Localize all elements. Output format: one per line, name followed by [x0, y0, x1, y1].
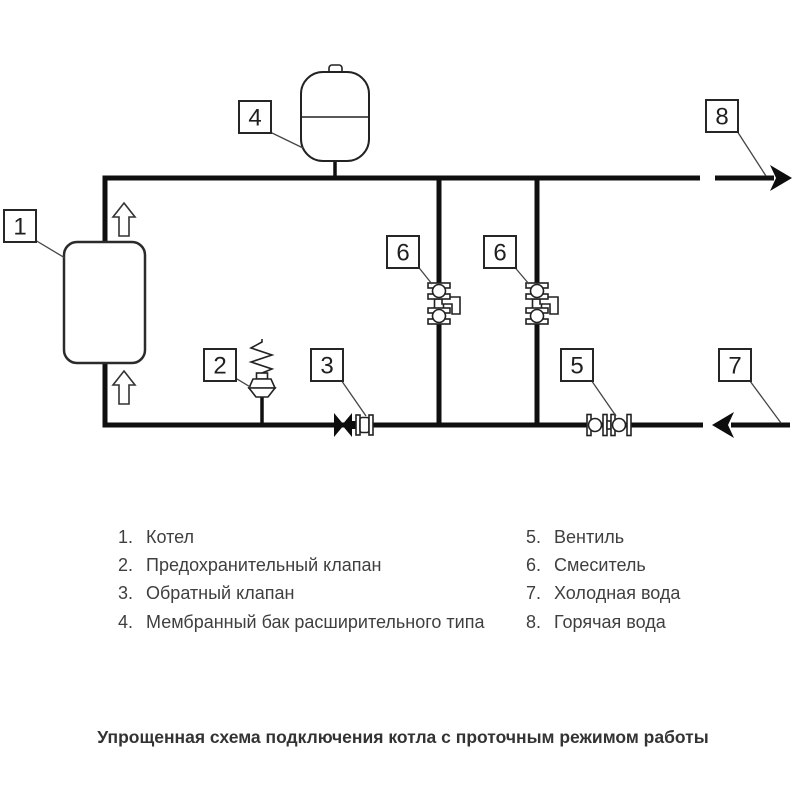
check-valve-symbol: [334, 413, 373, 437]
check-valve-flange: [369, 415, 373, 435]
callout-number: 6: [396, 239, 410, 267]
callout-number: 1: [13, 213, 27, 241]
leader-1: [35, 240, 65, 258]
legend-number: 4.: [118, 611, 134, 632]
legend-label: Обратный клапан: [146, 583, 295, 604]
mixer-union: [531, 310, 544, 323]
legend-item-1: [118, 523, 484, 551]
safety-valve-body-bottom: [249, 388, 275, 397]
legend-number: 5.: [526, 526, 542, 547]
shutoff-valve-symbol: [587, 415, 631, 436]
top-main-pipe: [105, 178, 700, 242]
pipes: [105, 160, 790, 425]
legend-number: 7.: [526, 583, 542, 604]
cold-water-inlet-arrow: [712, 412, 734, 438]
boiler-symbol: [64, 242, 145, 363]
legend-label: Горячая вода: [554, 611, 666, 632]
legend-number: 2.: [118, 555, 134, 576]
leader-5: [589, 377, 616, 416]
legend-item-3: [118, 580, 484, 608]
legend-column-right: [526, 523, 680, 637]
safety-valve-symbol: [249, 339, 275, 397]
legend-item-8: [526, 608, 680, 636]
valve-union: [613, 419, 626, 432]
callout-number: 8: [715, 103, 729, 131]
check-valve-union-body: [360, 418, 369, 433]
callout-8: [706, 100, 738, 132]
leader-3: [339, 377, 366, 416]
legend-number: 1.: [118, 526, 134, 547]
mixer-tap-symbol: [526, 283, 558, 324]
mixer-tap-symbol: [428, 283, 460, 324]
legend-label: Холодная вода: [554, 583, 681, 604]
callout-number: 4: [248, 104, 262, 132]
legend-item-6: [526, 551, 680, 579]
callout-6a: [387, 236, 419, 268]
safety-valve-cap: [257, 373, 268, 379]
legend-label: Вентиль: [554, 526, 625, 547]
expansion-tank-symbol: [301, 65, 369, 161]
callout-3: [311, 349, 343, 381]
legend-column-left: [118, 523, 484, 637]
legend-label: Мембранный бак расширительного типа: [146, 611, 485, 632]
up-arrow-icon: [113, 203, 135, 236]
callout-7: [719, 349, 751, 381]
callout-number: 3: [320, 352, 334, 380]
leader-7: [747, 377, 781, 423]
callout-number: 5: [570, 352, 584, 380]
safety-valve-spring: [251, 339, 272, 373]
callout-6b: [484, 236, 516, 268]
legend-number: 3.: [118, 583, 134, 604]
up-arrow-icon: [113, 371, 135, 404]
callout-number: 7: [728, 352, 742, 380]
safety-valve-body-top: [249, 379, 275, 388]
legend-label: Котел: [146, 526, 195, 547]
callout-2: [204, 349, 236, 381]
legend-item-2: [118, 551, 484, 579]
leader-8: [737, 131, 766, 176]
legend-number: 6.: [526, 555, 542, 576]
mixer-union: [433, 285, 446, 298]
legend-item-7: [526, 580, 680, 608]
callout-5: [561, 349, 593, 381]
valve-union: [589, 419, 602, 432]
leader-lines: [35, 131, 781, 423]
leader-4: [270, 132, 303, 148]
legend-label: Предохранительный клапан: [146, 555, 382, 576]
callout-number: 2: [213, 352, 227, 380]
mixer-union: [433, 310, 446, 323]
legend-label: Смеситель: [554, 555, 646, 576]
callout-1: [4, 210, 36, 242]
callout-4: [239, 101, 271, 133]
diagram-caption: Упрощенная схема подключения котла с проточным режимом работы: [97, 727, 709, 747]
valve-flange: [627, 415, 631, 436]
callout-number: 6: [493, 239, 507, 267]
legend-item-5: [526, 523, 680, 551]
legend-item-4: [118, 608, 484, 636]
mixer-union: [531, 285, 544, 298]
legend-number: 8.: [526, 611, 542, 632]
